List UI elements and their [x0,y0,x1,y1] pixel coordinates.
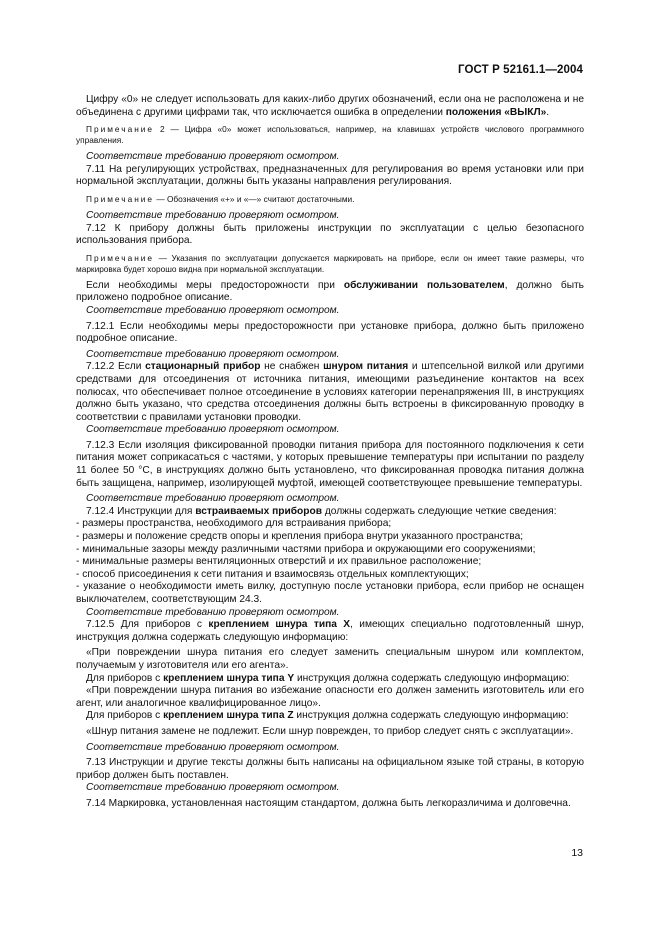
term-type-x-attachment: креплением шнура типа X [208,619,351,631]
term-supply-cord: шнуром питания [323,361,409,373]
clause-7-12-2: 7.12.2 Если стационарный прибор не снабжен шнуром питания и штепсельной вилкой или другими средствами для отсоединения от источника питания, имеющими разъединение контактов на всех полюсах, что обеспечивает полное отсоединение в условиях категории перенапряжения III, в инструкциях должно быть указано, что средства отсоединения должны быть встроены в фиксированную проводку в соответствии с правилами установки проводки. [76,361,584,423]
term-type-y-attachment: креплением шнура типа Y [163,672,295,684]
compliance-check: Соответствие требованию проверяют осмотром. [86,209,340,221]
document-number: ГОСТ Р 52161.1—2004 [458,64,583,76]
clause-7-13: 7.13 Инструкции и другие тексты должны быть написаны на официальном языке той страны, в которую прибор должен быть поставлен. [76,757,584,781]
quote-type-x: «При повреждении шнура питания его следует заменить специальным шнуром или комплектом, получаемым у изготовителя или его агента». [76,647,584,671]
list-item: - минимальные размеры вентиляционных отверстий и их правильное расположение; [76,556,482,568]
quote-type-z: «Шнур питания замене не подлежит. Если шнур поврежден, то прибор следует снять с эксплуатации». [86,725,574,737]
compliance-check: Соответствие требованию проверяют осмотром. [86,151,340,163]
list-item: - минимальные зазоры между различными частями прибора и окружающими его сооружениями; [76,543,536,555]
clause-7-12-4: 7.12.4 Инструкции для встраиваемых приборов должны содержать следующие четкие сведения: [86,505,557,517]
quote-type-y: «При повреждении шнура питания во избежание опасности его должен заменить изготовитель или его агент, или аналогичное квалифицированное лицо». [76,685,584,709]
clause-7-12: 7.12 К прибору должны быть приложены инструкции по эксплуатации с целью безопасного использования прибора. [76,222,584,247]
term-built-in-appliances: встраиваемых приборов [195,505,322,517]
clause-7-11: 7.11 На регулирующих устройствах, предназначенных для регулирования во время установки или при нормальной эксплуатации, должны быть указаны направления регулирования. [76,163,584,188]
compliance-check: Соответствие требованию проверяют осмотром. [86,741,340,753]
compliance-check: Соответствие требованию проверяют осмотром. [86,304,340,316]
paragraph-user-maintenance: Если необходимы меры предосторожности при обслуживании пользователем, должно быть приложено подробное описание. [76,279,584,304]
note-2: Примечание 2 — Цифра «0» может использоваться, например, на клавишах устройств числового программного управления. [76,124,584,146]
clause-7-12-3: 7.12.3 Если изоляция фиксированной проводки питания прибора для постоянного подключения к сети питания может соприкасаться с частями, у которых превышение температуры при испытании по разделу 11 более 50 °С, в инструкциях должно быть установлено, что фиксированная проводка питания должна быть защищена, например, изолирующей муфтой, имеющей соответствующее превышение температуры. [76,439,584,489]
document-body [76,94,584,811]
compliance-check: Соответствие требованию проверяют осмотром. [86,348,340,360]
clause-7-12-1: 7.12.1 Если необходимы меры предосторожности при установке прибора, должно быть приложено подробное описание. [76,320,584,345]
note-4: Примечание — Указания по эксплуатации допускается маркировать на приборе, если он имеет такие размеры, что маркировка будет хорошо видна при нормальной эксплуатации. [76,252,584,274]
term-type-z-attachment: креплением шнура типа Z [163,710,294,722]
compliance-check: Соответствие требованию проверяют осмотром. [86,424,340,436]
compliance-check: Соответствие требованию проверяют осмотром. [86,606,340,618]
list-item: - размеры пространства, необходимого для встраивания прибора; [76,518,392,530]
paragraph-zero-digit: Цифру «0» не следует использовать для каких-либо других обозначений, если она не расположена и не объединена с другими цифрами так, что исключается ошибка в определении положения «ВЫКЛ». [76,94,584,118]
term-off-position: положения «ВЫКЛ» [445,106,547,118]
term-user-maintenance: обслуживании пользователем [343,279,505,291]
list-item: - размеры и положение средств опоры и крепления прибора внутри указанного пространства; [76,531,524,543]
page-number: 13 [571,847,583,859]
clause-7-14: 7.14 Маркировка, установленная настоящим стандартом, должна быть легкоразличима и долговечна. [86,797,571,809]
list-item: - способ присоединения к сети питания и взаимосвязь отдельных комплектующих; [76,568,469,580]
paragraph-type-y: Для приборов с креплением шнура типа Y инструкция должна содержать следующую информацию: [86,672,570,684]
paragraph-type-z: Для приборов с креплением шнура типа Z инструкция должна содержать следующую информацию: [86,710,569,722]
clause-7-12-5: 7.12.5 Для приборов с креплением шнура типа X, имеющих специально подготовленный шнур, инструкция должна содержать следующую информацию: [76,619,584,643]
list-item: - указание о необходимости иметь вилку, доступную после установки прибора, если прибор не оснащен выключателем, соответствующим 24.3. [76,581,584,605]
compliance-check: Соответствие требованию проверяют осмотром. [86,493,340,505]
term-stationary-appliance: стационарный прибор [145,361,261,373]
compliance-check: Соответствие требованию проверяют осмотром. [86,782,340,794]
note-3: Примечание — Обозначения «+» и «—» считают достаточными. [86,193,355,204]
